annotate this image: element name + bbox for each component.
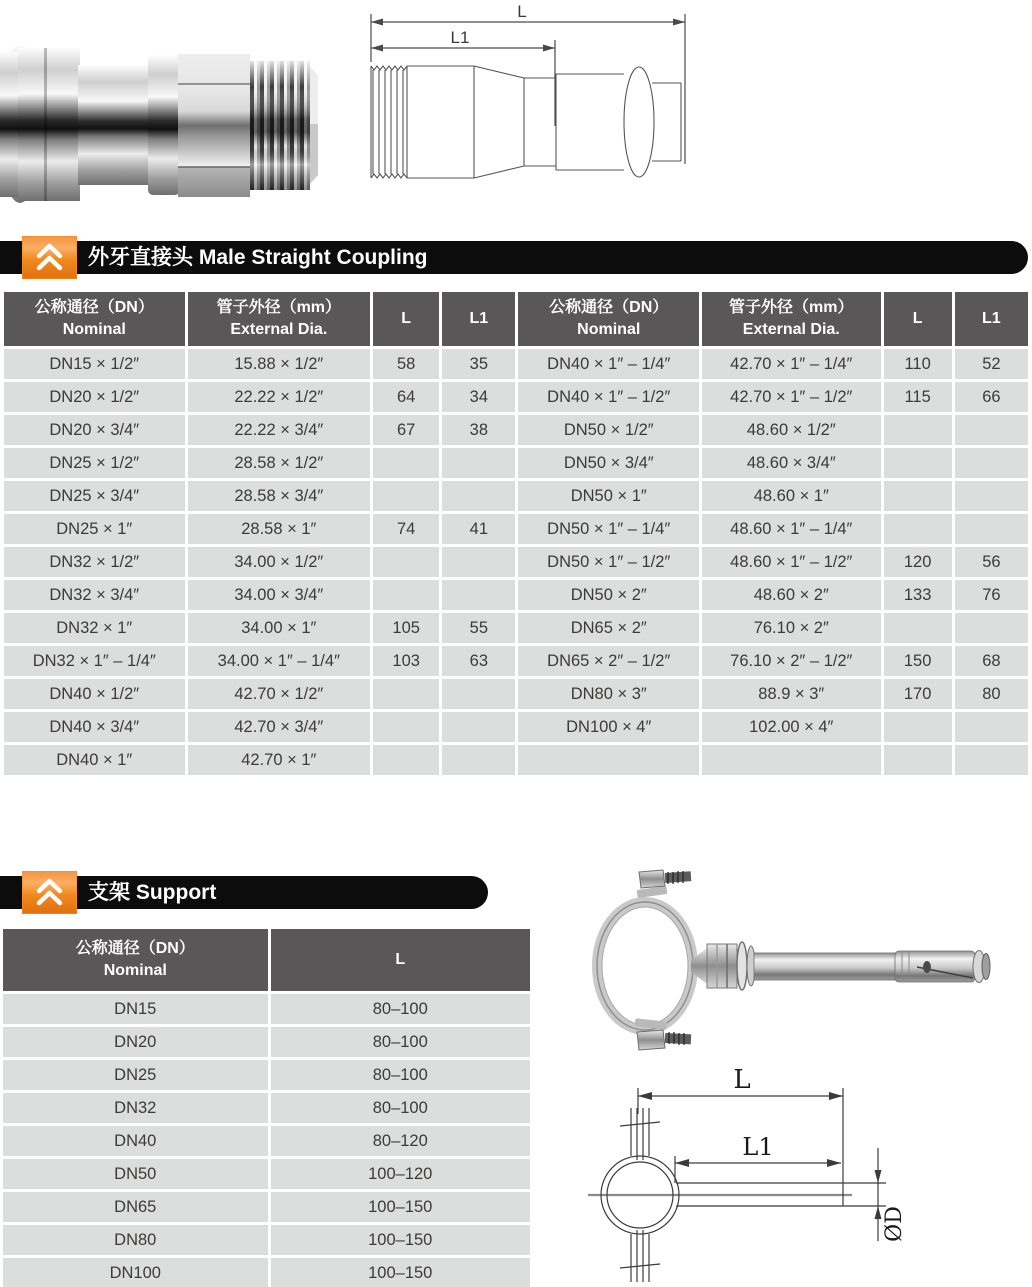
header-dia-left: 管子外径（mm） External Dia. <box>188 292 371 346</box>
table-cell: 42.70 × 3/4″ <box>188 712 371 742</box>
table-row <box>3 1192 530 1222</box>
table-cell: DN25 × 3/4″ <box>4 481 185 511</box>
table-cell: DN50 × 2″ <box>518 580 699 610</box>
table-cell: 74 <box>373 514 439 544</box>
table-cell <box>884 481 952 511</box>
table-cell: 22.22 × 3/4″ <box>188 415 371 445</box>
table-cell: 80–100 <box>271 1060 531 1090</box>
table-cell: 150 <box>884 646 952 676</box>
header-nominal: 公称通径（DN） Nominal <box>3 929 268 991</box>
table-cell: 52 <box>955 349 1028 379</box>
table-cell <box>373 679 439 709</box>
header-l-right: L <box>884 292 952 346</box>
table-cell: DN40 <box>3 1126 268 1156</box>
table-cell: DN40 × 3/4″ <box>4 712 185 742</box>
table-cell: DN20 <box>3 1027 268 1057</box>
table-cell <box>702 745 881 775</box>
table-row <box>3 994 530 1024</box>
table-cell <box>955 745 1028 775</box>
table-row <box>3 1027 530 1057</box>
table-cell <box>442 712 515 742</box>
coupling-section-band <box>0 241 1028 274</box>
table-cell: 66 <box>955 382 1028 412</box>
table-cell <box>373 712 439 742</box>
table-cell: 64 <box>373 382 439 412</box>
table-cell: DN40 × 1″ – 1/4″ <box>518 349 699 379</box>
table-cell: 42.70 × 1″ <box>188 745 371 775</box>
table-cell: DN20 × 1/2″ <box>4 382 185 412</box>
table-cell: DN65 <box>3 1192 268 1222</box>
support-photo <box>565 860 1015 1058</box>
table-cell: DN32 × 1″ – 1/4″ <box>4 646 185 676</box>
table-row <box>4 448 1028 478</box>
table-cell: 105 <box>373 613 439 643</box>
table-cell <box>442 547 515 577</box>
coupling-photo <box>0 42 340 207</box>
table-row <box>4 382 1028 412</box>
table-row <box>4 679 1028 709</box>
table-cell <box>442 580 515 610</box>
table-cell <box>373 580 439 610</box>
table-cell <box>518 745 699 775</box>
table-cell: 115 <box>884 382 952 412</box>
table-cell <box>955 514 1028 544</box>
table-cell: DN15 × 1/2″ <box>4 349 185 379</box>
table-row <box>4 613 1028 643</box>
table-cell <box>373 448 439 478</box>
table-row <box>3 1159 530 1189</box>
table-cell: 42.70 × 1″ – 1/4″ <box>702 349 881 379</box>
table-cell: 110 <box>884 349 952 379</box>
table-cell: 35 <box>442 349 515 379</box>
table-cell: DN50 × 1″ – 1/2″ <box>518 547 699 577</box>
table-cell: 56 <box>955 547 1028 577</box>
table-cell <box>373 547 439 577</box>
table-cell: 63 <box>442 646 515 676</box>
support-table-section <box>0 926 540 1287</box>
coupling-drawing <box>356 4 694 202</box>
table-cell <box>955 712 1028 742</box>
table-cell: DN25 × 1/2″ <box>4 448 185 478</box>
table-cell: 100–150 <box>271 1192 531 1222</box>
table-cell: DN20 × 3/4″ <box>4 415 185 445</box>
table-cell: 28.58 × 1″ <box>188 514 371 544</box>
table-cell: 76.10 × 2″ <box>702 613 881 643</box>
table-cell: DN32 <box>3 1093 268 1123</box>
table-row <box>4 745 1028 775</box>
table-cell: 102.00 × 4″ <box>702 712 881 742</box>
table-cell: DN40 × 1″ <box>4 745 185 775</box>
table-cell: 41 <box>442 514 515 544</box>
table-cell: 100–120 <box>271 1159 531 1189</box>
table-row <box>4 646 1028 676</box>
table-cell: 34.00 × 1″ <box>188 613 371 643</box>
table-cell <box>884 514 952 544</box>
table-cell <box>884 448 952 478</box>
table-row <box>3 1126 530 1156</box>
support-section-band <box>0 876 488 909</box>
chevron-badge <box>22 236 77 279</box>
table-cell <box>373 481 439 511</box>
table-cell: 80–120 <box>271 1126 531 1156</box>
table-cell: DN40 × 1″ – 1/2″ <box>518 382 699 412</box>
table-row <box>4 712 1028 742</box>
support-section-title: 支架 Support <box>88 881 217 904</box>
table-cell: 55 <box>442 613 515 643</box>
table-cell <box>955 415 1028 445</box>
table-row <box>3 1225 530 1255</box>
table-cell <box>373 745 439 775</box>
dim-label-l: L <box>517 4 527 21</box>
table-cell <box>955 481 1028 511</box>
table-cell <box>884 613 952 643</box>
chevron-badge <box>22 871 77 914</box>
support-drawing <box>556 1056 1032 1287</box>
table-cell: 103 <box>373 646 439 676</box>
table-cell: 38 <box>442 415 515 445</box>
table-cell: DN50 × 1/2″ <box>518 415 699 445</box>
support-table <box>0 926 533 1287</box>
support-table-header-row <box>3 929 530 991</box>
table-cell: 48.60 × 1/2″ <box>702 415 881 445</box>
table-row <box>4 514 1028 544</box>
header-l-left: L <box>373 292 439 346</box>
header-nominal-right: 公称通径（DN） Nominal <box>518 292 699 346</box>
table-cell: DN40 × 1/2″ <box>4 679 185 709</box>
table-cell: 80–100 <box>271 1027 531 1057</box>
table-cell <box>884 745 952 775</box>
table-cell: 22.22 × 1/2″ <box>188 382 371 412</box>
table-row <box>3 1060 530 1090</box>
table-cell: DN50 <box>3 1159 268 1189</box>
table-cell: 80 <box>955 679 1028 709</box>
table-cell: DN15 <box>3 994 268 1024</box>
table-cell: DN50 × 1″ <box>518 481 699 511</box>
table-cell: 48.60 × 2″ <box>702 580 881 610</box>
table-cell: DN32 × 1″ <box>4 613 185 643</box>
table-cell: 28.58 × 1/2″ <box>188 448 371 478</box>
dim-label-l: L <box>733 1065 751 1095</box>
dim-label-l1: L1 <box>742 1133 774 1161</box>
table-row <box>4 481 1028 511</box>
table-cell: DN50 × 3/4″ <box>518 448 699 478</box>
table-cell <box>884 415 952 445</box>
table-cell: DN25 <box>3 1060 268 1090</box>
table-cell: 34.00 × 3/4″ <box>188 580 371 610</box>
table-cell: 68 <box>955 646 1028 676</box>
dim-label-l1: L1 <box>450 28 470 47</box>
table-cell: DN80 <box>3 1225 268 1255</box>
table-cell: DN80 × 3″ <box>518 679 699 709</box>
table-cell: DN65 × 2″ – 1/2″ <box>518 646 699 676</box>
table-cell <box>955 448 1028 478</box>
table-cell <box>955 613 1028 643</box>
header-l1-left: L1 <box>442 292 515 346</box>
table-cell: 34 <box>442 382 515 412</box>
header-dia-right: 管子外径（mm） External Dia. <box>702 292 881 346</box>
table-cell: DN32 × 3/4″ <box>4 580 185 610</box>
table-row <box>4 349 1028 379</box>
table-cell <box>442 448 515 478</box>
header-l: L <box>271 929 531 991</box>
table-cell: 48.60 × 3/4″ <box>702 448 881 478</box>
table-row <box>4 547 1028 577</box>
coupling-table-header-row <box>4 292 1028 346</box>
table-cell <box>884 712 952 742</box>
table-row <box>4 415 1028 445</box>
table-cell: 42.70 × 1″ – 1/2″ <box>702 382 881 412</box>
table-cell: 76 <box>955 580 1028 610</box>
table-cell <box>442 481 515 511</box>
table-cell: 42.70 × 1/2″ <box>188 679 371 709</box>
header-nominal-left: 公称通径（DN） Nominal <box>4 292 185 346</box>
table-cell <box>442 679 515 709</box>
table-cell: 15.88 × 1/2″ <box>188 349 371 379</box>
table-cell: 48.60 × 1″ – 1/4″ <box>702 514 881 544</box>
table-cell: 76.10 × 2″ – 1/2″ <box>702 646 881 676</box>
table-cell: 88.9 × 3″ <box>702 679 881 709</box>
table-cell: 48.60 × 1″ <box>702 481 881 511</box>
double-chevron-up-icon <box>22 236 77 279</box>
table-row <box>3 1258 530 1287</box>
table-cell: DN25 × 1″ <box>4 514 185 544</box>
coupling-section-title: 外牙直接头 Male Straight Coupling <box>88 246 428 269</box>
header-l1-right: L1 <box>955 292 1028 346</box>
coupling-table <box>1 289 1031 778</box>
table-cell: DN32 × 1/2″ <box>4 547 185 577</box>
dim-label-d: ØD <box>882 1206 907 1242</box>
table-cell: 80–100 <box>271 1093 531 1123</box>
table-cell: DN100 <box>3 1258 268 1287</box>
table-cell: DN100 × 4″ <box>518 712 699 742</box>
table-cell: 28.58 × 3/4″ <box>188 481 371 511</box>
table-cell: 170 <box>884 679 952 709</box>
table-row <box>4 580 1028 610</box>
table-cell <box>442 745 515 775</box>
coupling-table-section <box>0 289 1032 778</box>
table-cell: 67 <box>373 415 439 445</box>
table-cell: 58 <box>373 349 439 379</box>
table-cell: 100–150 <box>271 1225 531 1255</box>
table-cell: 48.60 × 1″ – 1/2″ <box>702 547 881 577</box>
table-cell: 120 <box>884 547 952 577</box>
table-cell: 80–100 <box>271 994 531 1024</box>
table-cell: 133 <box>884 580 952 610</box>
table-cell: 100–150 <box>271 1258 531 1287</box>
table-cell: 34.00 × 1/2″ <box>188 547 371 577</box>
double-chevron-up-icon <box>22 871 77 914</box>
table-cell: 34.00 × 1″ – 1/4″ <box>188 646 371 676</box>
table-row <box>3 1093 530 1123</box>
table-cell: DN65 × 2″ <box>518 613 699 643</box>
table-cell: DN50 × 1″ – 1/4″ <box>518 514 699 544</box>
